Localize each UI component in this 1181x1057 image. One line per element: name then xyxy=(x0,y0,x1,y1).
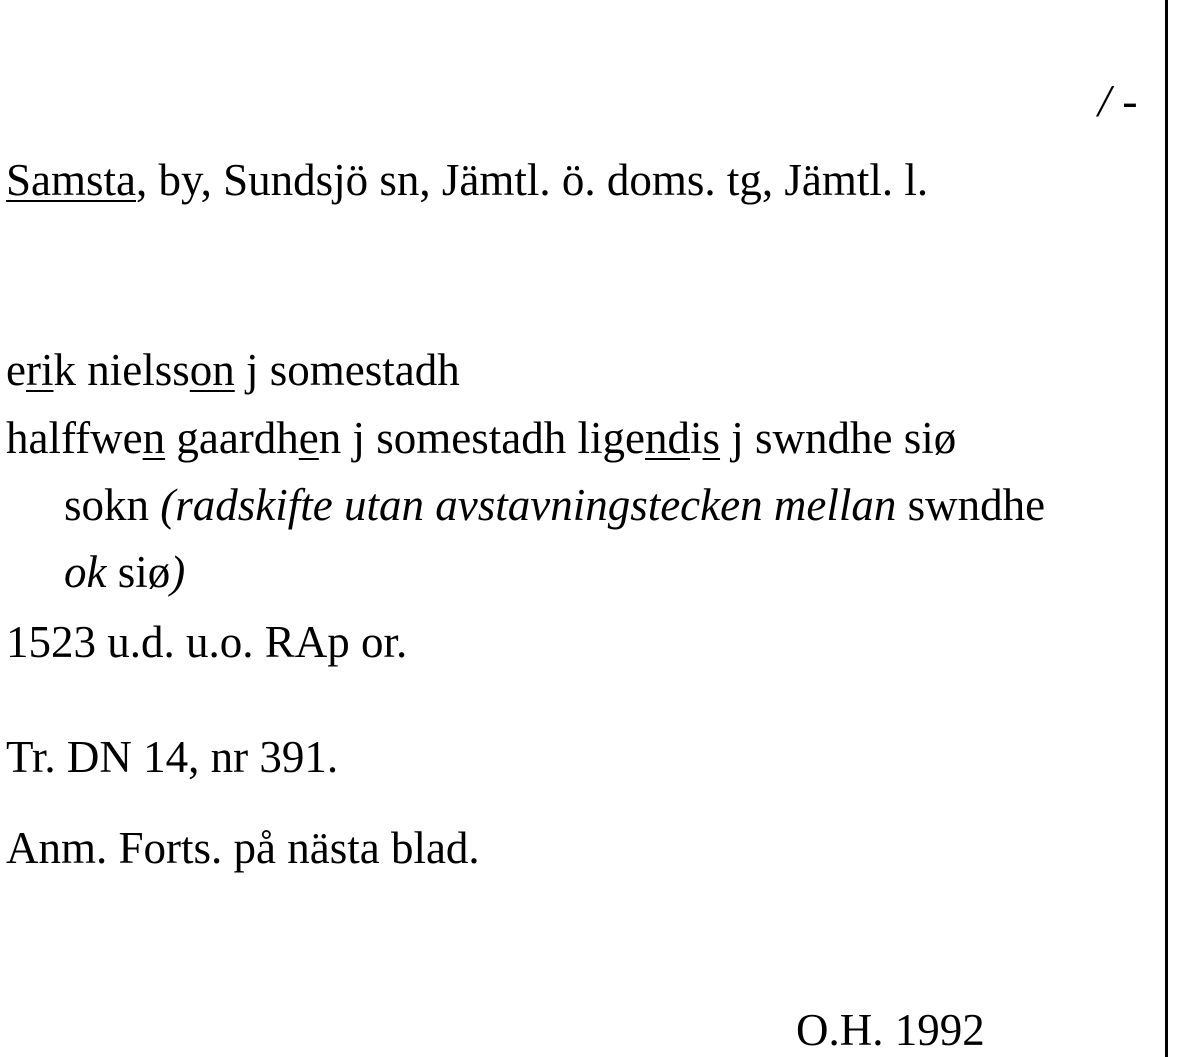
entry-text: j somestadh xyxy=(234,345,460,395)
entry-text: gaardh xyxy=(165,413,299,463)
heading-line xyxy=(6,155,929,205)
entry-expanded: s xyxy=(702,413,721,463)
place-name: Samsta xyxy=(6,155,136,205)
note-line: Anm. Forts. på nästa blad. xyxy=(6,823,480,873)
entry-text: siø xyxy=(106,547,171,597)
entry-expanded: e xyxy=(298,413,319,463)
page-mark: / - xyxy=(1098,75,1138,126)
card-right-border xyxy=(1165,0,1168,1057)
entry-text: e xyxy=(6,345,26,395)
date-line: 1523 u.d. u.o. RAp or. xyxy=(6,617,408,667)
entry-text: k nielss xyxy=(53,345,190,395)
entry-text: i xyxy=(690,413,703,463)
entry-expanded: nd xyxy=(645,413,690,463)
entry-line-3 xyxy=(64,480,1046,530)
entry-line-4 xyxy=(64,547,186,597)
entry-line-1 xyxy=(6,345,460,395)
entry-expanded: ri xyxy=(25,345,54,395)
editorial-comment: ) xyxy=(170,547,186,597)
entry-text: j swndhe siø xyxy=(720,413,957,463)
print-reference: Tr. DN 14, nr 391. xyxy=(6,732,339,782)
entry-expanded: on xyxy=(189,345,235,395)
editorial-comment: ok xyxy=(64,547,107,597)
entry-text: sokn xyxy=(64,480,161,530)
entry-text: halffwe xyxy=(6,413,143,463)
entry-text: swndhe xyxy=(896,480,1046,530)
entry-line-2 xyxy=(6,413,957,463)
entry-expanded: n xyxy=(142,413,166,463)
place-description: , by, Sundsjö sn, Jämtl. ö. doms. tg, Jämtl. l. xyxy=(136,155,929,205)
editorial-comment: (radskifte utan avstavningstecken mellan xyxy=(160,480,897,530)
signature: O.H. 1992 xyxy=(796,1005,985,1055)
entry-text: n j somestadh lige xyxy=(318,413,645,463)
